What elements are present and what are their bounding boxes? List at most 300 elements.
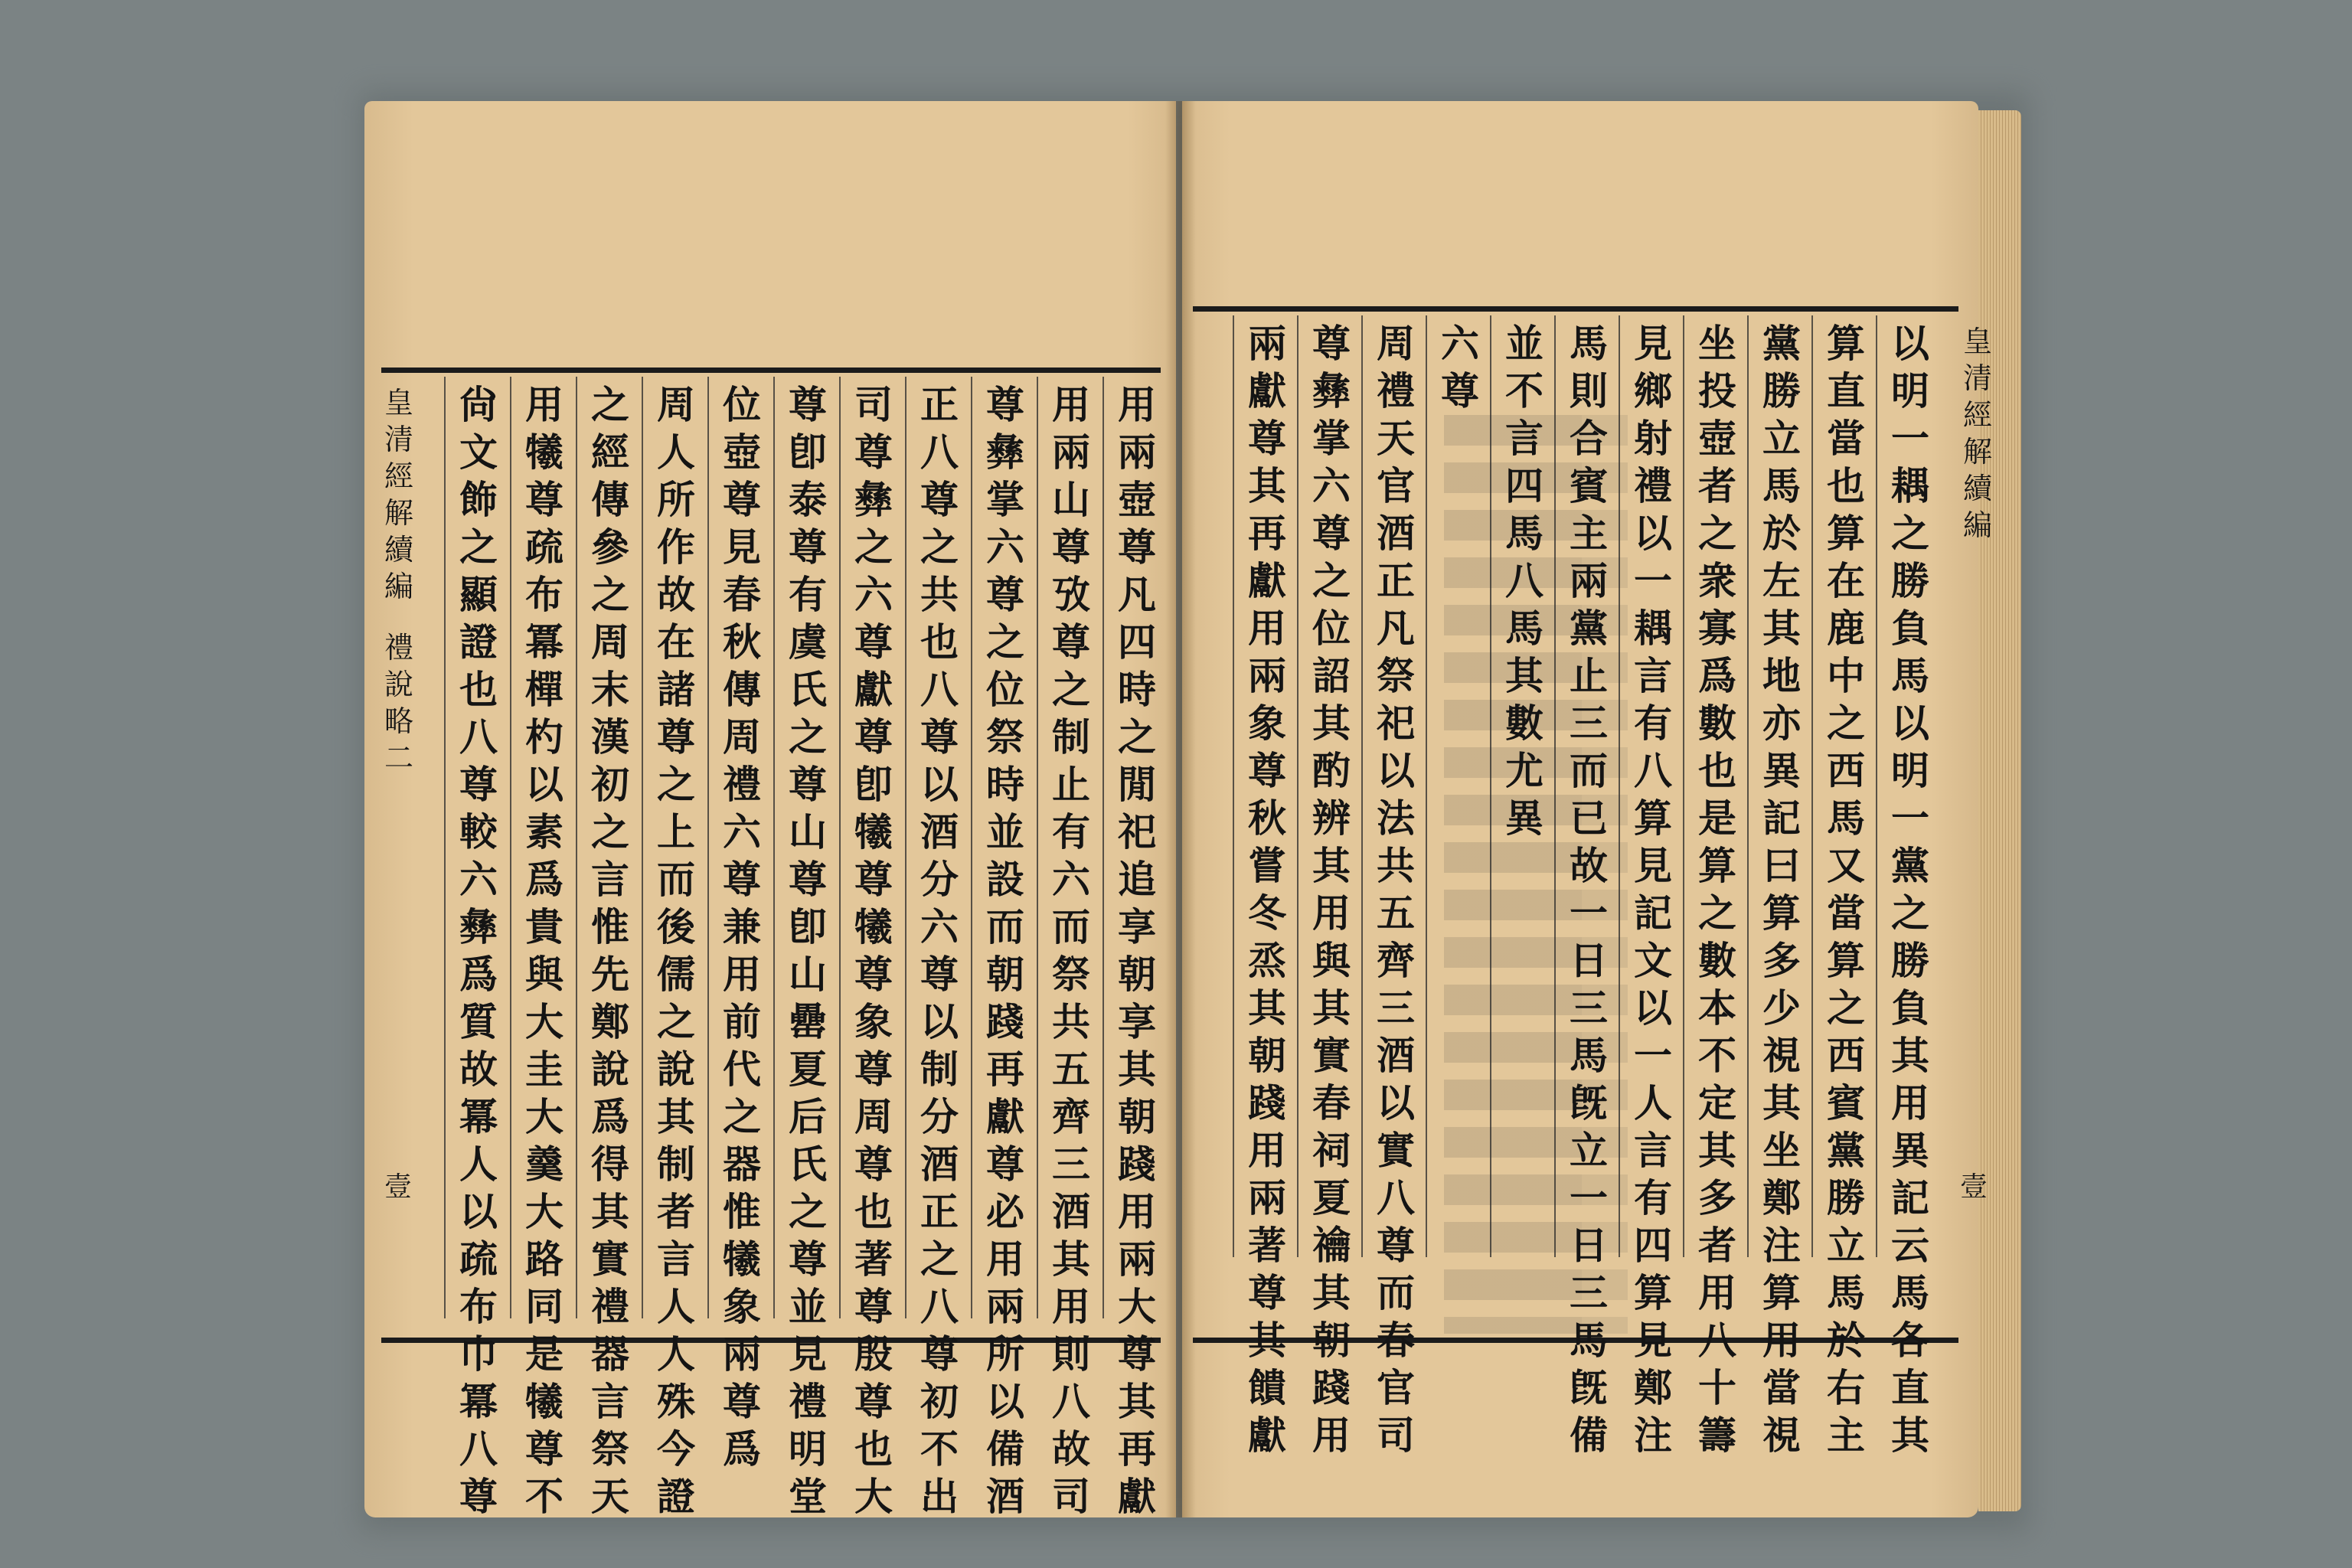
text-char: 六 bbox=[854, 572, 893, 617]
text-char: 八 bbox=[920, 667, 959, 712]
left-column-7 bbox=[720, 381, 764, 1473]
text-char: 坐 bbox=[1762, 1128, 1801, 1173]
text-char: 是 bbox=[525, 1331, 564, 1377]
text-char: 不 bbox=[525, 1474, 564, 1519]
margin-char: 皇 bbox=[1962, 325, 1992, 358]
text-char: 地 bbox=[1762, 653, 1801, 698]
text-char: 較 bbox=[459, 809, 498, 854]
column-rule bbox=[1102, 377, 1104, 1318]
text-char: 朝 bbox=[1248, 1033, 1286, 1078]
left-column-6 bbox=[786, 381, 830, 1521]
text-char: 經 bbox=[591, 430, 629, 475]
text-char: 尊 bbox=[1441, 368, 1479, 413]
text-char: 一 bbox=[1570, 890, 1608, 936]
text-char: 尊 bbox=[1052, 619, 1090, 665]
text-char: 祀 bbox=[1377, 701, 1415, 746]
text-char: 不 bbox=[1698, 1033, 1736, 1078]
text-char: 中 bbox=[1827, 653, 1865, 698]
text-char: 日 bbox=[1570, 1223, 1608, 1268]
column-rule bbox=[905, 377, 906, 1318]
text-char: 尊 bbox=[854, 1047, 893, 1092]
text-char: 司 bbox=[1377, 1413, 1415, 1458]
text-char: 酒 bbox=[1052, 1189, 1090, 1234]
text-char: 兩 bbox=[1118, 1236, 1156, 1282]
text-char: 之 bbox=[591, 382, 629, 427]
text-char: 之 bbox=[723, 1094, 761, 1139]
text-char: 分 bbox=[920, 1094, 959, 1139]
text-char: 巾 bbox=[459, 1331, 498, 1377]
text-char: 飾 bbox=[459, 477, 498, 522]
text-char: 春 bbox=[1312, 1080, 1351, 1125]
text-char: 亦 bbox=[1762, 701, 1801, 746]
text-char: 再 bbox=[1248, 511, 1286, 556]
text-char: 鄭 bbox=[1762, 1175, 1801, 1220]
text-char: 在 bbox=[657, 619, 695, 665]
text-char: 獻 bbox=[1248, 1413, 1286, 1458]
text-char: 罍 bbox=[789, 999, 827, 1044]
text-char: 踐 bbox=[986, 999, 1024, 1044]
text-char: 故 bbox=[459, 1047, 498, 1092]
text-char: 冪 bbox=[525, 619, 564, 665]
text-char: 於 bbox=[1827, 1318, 1865, 1363]
text-char: 尤 bbox=[1505, 748, 1544, 793]
text-char: 一 bbox=[1891, 795, 1929, 841]
text-char: 與 bbox=[525, 952, 564, 997]
text-char: 正 bbox=[1377, 558, 1415, 603]
text-char: 諸 bbox=[657, 667, 695, 712]
text-char: 算 bbox=[1762, 1270, 1801, 1315]
text-char: 疏 bbox=[525, 524, 564, 570]
text-char: 器 bbox=[723, 1142, 761, 1187]
text-char: 賓 bbox=[1570, 463, 1608, 508]
text-char: 八 bbox=[1505, 558, 1544, 603]
text-char: 其 bbox=[1698, 1128, 1736, 1173]
text-char: 合 bbox=[1570, 416, 1608, 461]
text-char: 之 bbox=[591, 572, 629, 617]
text-char: 一 bbox=[1634, 1033, 1672, 1078]
text-char: 傳 bbox=[723, 667, 761, 712]
text-char: 少 bbox=[1762, 985, 1801, 1031]
text-char: 當 bbox=[1762, 1365, 1801, 1410]
text-char: 記 bbox=[1634, 890, 1672, 936]
text-char: 傳 bbox=[591, 477, 629, 522]
text-char: 得 bbox=[591, 1142, 629, 1187]
text-char: 衆 bbox=[1698, 558, 1736, 603]
text-char: 齊 bbox=[1052, 1094, 1090, 1139]
text-char: 尊 bbox=[854, 1379, 893, 1424]
text-char: 備 bbox=[986, 1426, 1024, 1472]
text-char: 立 bbox=[1827, 1223, 1865, 1268]
text-char: 犧 bbox=[525, 430, 564, 475]
text-char: 時 bbox=[1118, 667, 1156, 712]
text-char: 有 bbox=[1634, 1175, 1672, 1220]
text-char: 八 bbox=[459, 1426, 498, 1472]
text-char: 之 bbox=[1312, 558, 1351, 603]
text-char: 象 bbox=[1248, 701, 1286, 746]
text-char: 卽 bbox=[789, 904, 827, 949]
text-char: 馬 bbox=[1570, 1318, 1608, 1363]
text-char: 用 bbox=[1248, 1128, 1286, 1173]
text-char: 尊 bbox=[854, 1284, 893, 1329]
text-char: 立 bbox=[1762, 416, 1801, 461]
text-char: 之 bbox=[920, 1236, 959, 1282]
text-char: 以 bbox=[1634, 985, 1672, 1031]
text-char: 辨 bbox=[1312, 795, 1351, 841]
text-char: 本 bbox=[1698, 985, 1736, 1031]
text-char: 算 bbox=[1634, 1270, 1672, 1315]
text-char: 也 bbox=[1827, 463, 1865, 508]
text-char: 祠 bbox=[1312, 1128, 1351, 1173]
text-char: 算 bbox=[1827, 321, 1865, 366]
text-char: 犧 bbox=[723, 1236, 761, 1282]
text-char: 四 bbox=[1505, 463, 1544, 508]
text-char: 初 bbox=[591, 762, 629, 807]
margin-char: 皇 bbox=[384, 386, 413, 420]
text-char: 之 bbox=[1827, 985, 1865, 1031]
text-char: 馬 bbox=[1505, 511, 1544, 556]
text-char: 定 bbox=[1698, 1080, 1736, 1125]
text-char: 尊 bbox=[459, 1474, 498, 1519]
text-char: 爲 bbox=[459, 952, 498, 997]
text-char: 大 bbox=[525, 1094, 564, 1139]
text-char: 用 bbox=[1118, 1189, 1156, 1234]
text-char: 殊 bbox=[657, 1379, 695, 1424]
text-char: 各 bbox=[1891, 1318, 1929, 1363]
text-char: 並 bbox=[789, 1284, 827, 1329]
text-char: 六 bbox=[1441, 321, 1479, 366]
text-char: 六 bbox=[920, 904, 959, 949]
text-char: 周 bbox=[657, 382, 695, 427]
text-char: 制 bbox=[1052, 714, 1090, 760]
text-char: 朝 bbox=[1118, 952, 1156, 997]
text-char: 之 bbox=[920, 524, 959, 570]
text-char: 尊 bbox=[986, 1142, 1024, 1187]
text-char: 已 bbox=[1570, 795, 1608, 841]
text-char: 三 bbox=[1052, 1142, 1090, 1187]
text-char: 五 bbox=[1377, 890, 1415, 936]
text-char: 出 bbox=[920, 1474, 959, 1519]
text-char: 馬 bbox=[1570, 321, 1608, 366]
text-char: 同 bbox=[525, 1284, 564, 1329]
text-char: 路 bbox=[525, 1236, 564, 1282]
text-char: 正 bbox=[920, 1189, 959, 1234]
text-char: 之 bbox=[854, 524, 893, 570]
text-char: 禴 bbox=[1312, 1223, 1351, 1268]
text-char: 尊 bbox=[854, 1142, 893, 1187]
text-char: 之 bbox=[1052, 667, 1090, 712]
text-char: 尊 bbox=[525, 477, 564, 522]
text-char: 壺 bbox=[1118, 477, 1156, 522]
text-char: 人 bbox=[657, 1284, 695, 1329]
text-char: 又 bbox=[1827, 843, 1865, 888]
text-char: 尊 bbox=[1118, 1331, 1156, 1377]
text-char: 春 bbox=[723, 572, 761, 617]
text-char: 追 bbox=[1118, 857, 1156, 902]
text-char: 尊 bbox=[854, 619, 893, 665]
text-char: 犧 bbox=[854, 809, 893, 854]
text-char: 尊 bbox=[723, 1379, 761, 1424]
text-char: 言 bbox=[1634, 1128, 1672, 1173]
text-char: 爲 bbox=[1698, 653, 1736, 698]
text-char: 直 bbox=[1827, 368, 1865, 413]
text-char: 也 bbox=[854, 1426, 893, 1472]
text-char: 旣 bbox=[1570, 1365, 1608, 1410]
text-char: 射 bbox=[1634, 416, 1672, 461]
text-char: 用 bbox=[723, 952, 761, 997]
text-char: 位 bbox=[986, 667, 1024, 712]
text-char: 朝 bbox=[986, 952, 1024, 997]
text-char: 其 bbox=[1248, 1318, 1286, 1363]
text-char: 人 bbox=[459, 1142, 498, 1187]
text-char: 尊 bbox=[789, 382, 827, 427]
text-char: 八 bbox=[1052, 1379, 1090, 1424]
text-char: 之 bbox=[657, 762, 695, 807]
text-char: 數 bbox=[1698, 938, 1736, 983]
text-char: 作 bbox=[657, 524, 695, 570]
text-char: 顯 bbox=[459, 572, 498, 617]
text-char: 算 bbox=[1634, 795, 1672, 841]
text-char: 人 bbox=[657, 1331, 695, 1377]
text-char: 朝 bbox=[1118, 1094, 1156, 1139]
text-char: 三 bbox=[1570, 1270, 1608, 1315]
text-char: 其 bbox=[1118, 1047, 1156, 1092]
text-char: 之 bbox=[789, 714, 827, 760]
text-char: 氏 bbox=[789, 667, 827, 712]
text-char: 以 bbox=[1891, 701, 1929, 746]
text-char: 惟 bbox=[591, 904, 629, 949]
text-char: 夏 bbox=[789, 1047, 827, 1092]
text-char: 祭 bbox=[1052, 952, 1090, 997]
text-char: 兩 bbox=[1248, 653, 1286, 698]
text-char: 其 bbox=[1248, 463, 1286, 508]
right-column-6 bbox=[1566, 320, 1611, 1459]
text-char: 貴 bbox=[525, 904, 564, 949]
text-char: 注 bbox=[1762, 1223, 1801, 1268]
text-char: 獻 bbox=[854, 667, 893, 712]
text-char: 坐 bbox=[1698, 321, 1736, 366]
text-char: 並 bbox=[986, 809, 1024, 854]
text-char: 則 bbox=[1570, 368, 1608, 413]
text-char: 泰 bbox=[789, 477, 827, 522]
margin-char: 二 bbox=[384, 741, 413, 775]
text-char: 尊 bbox=[1312, 321, 1351, 366]
text-char: 勝 bbox=[1891, 938, 1929, 983]
text-char: 馬 bbox=[1891, 1270, 1929, 1315]
text-char: 故 bbox=[1570, 843, 1608, 888]
column-rule bbox=[1297, 315, 1298, 1257]
text-char: 見 bbox=[789, 1331, 827, 1377]
text-char: 羹 bbox=[525, 1142, 564, 1187]
text-char: 山 bbox=[789, 952, 827, 997]
text-char: 司 bbox=[1052, 1474, 1090, 1519]
text-char: 兩 bbox=[1052, 430, 1090, 475]
text-char: 尊 bbox=[854, 952, 893, 997]
text-char: 尊 bbox=[986, 382, 1024, 427]
text-char: 尊 bbox=[854, 430, 893, 475]
right-page-number: 壹 bbox=[1960, 1171, 1988, 1203]
text-char: 耦 bbox=[1891, 463, 1929, 508]
text-char: 六 bbox=[1312, 463, 1351, 508]
left-column-10 bbox=[522, 381, 567, 1521]
text-char: 明 bbox=[789, 1426, 827, 1472]
text-char: 末 bbox=[591, 667, 629, 712]
text-char: 大 bbox=[525, 1189, 564, 1234]
left-column-9 bbox=[588, 381, 632, 1521]
text-char: 也 bbox=[1698, 748, 1736, 793]
column-rule bbox=[1619, 315, 1620, 1257]
column-rule bbox=[1747, 315, 1749, 1257]
margin-char: 續 bbox=[1962, 472, 1992, 505]
text-char: 用 bbox=[1118, 382, 1156, 427]
text-char: 后 bbox=[789, 1094, 827, 1139]
text-char: 杓 bbox=[525, 714, 564, 760]
left-margin-section bbox=[377, 629, 421, 776]
text-char: 烝 bbox=[1248, 938, 1286, 983]
right-column-10 bbox=[1309, 320, 1354, 1459]
text-char: 寡 bbox=[1698, 606, 1736, 651]
text-char: 以 bbox=[525, 762, 564, 807]
text-char: 直 bbox=[1891, 1365, 1929, 1410]
text-char: 兩 bbox=[723, 1331, 761, 1377]
text-char: 人 bbox=[657, 430, 695, 475]
text-char: 負 bbox=[1891, 606, 1929, 651]
text-char: 用 bbox=[1891, 1080, 1929, 1125]
column-rule bbox=[576, 377, 577, 1318]
text-char: 象 bbox=[854, 999, 893, 1044]
text-char: 異 bbox=[1762, 748, 1801, 793]
text-char: 在 bbox=[1827, 558, 1865, 603]
text-char: 司 bbox=[854, 382, 893, 427]
text-char: 記 bbox=[1891, 1175, 1929, 1220]
text-char: 山 bbox=[789, 809, 827, 854]
text-char: 之 bbox=[1698, 890, 1736, 936]
text-char: 著 bbox=[1248, 1223, 1286, 1268]
text-char: 鄉 bbox=[1634, 368, 1672, 413]
text-char: 以 bbox=[920, 762, 959, 807]
text-char: 黨 bbox=[1891, 843, 1929, 888]
column-rule bbox=[839, 377, 841, 1318]
text-char: 獻 bbox=[1248, 558, 1286, 603]
text-char: 初 bbox=[920, 1379, 959, 1424]
text-char: 曰 bbox=[1762, 843, 1801, 888]
text-char: 位 bbox=[723, 382, 761, 427]
text-char: 疏 bbox=[459, 1236, 498, 1282]
text-char: 三 bbox=[1570, 985, 1608, 1031]
text-char: 其 bbox=[1052, 1236, 1090, 1282]
text-char: 籌 bbox=[1698, 1413, 1736, 1458]
text-char: 用 bbox=[1312, 890, 1351, 936]
bleed-through-text bbox=[1444, 415, 1490, 1334]
text-char: 言 bbox=[591, 1379, 629, 1424]
text-char: 周 bbox=[591, 619, 629, 665]
text-char: 尊 bbox=[986, 572, 1024, 617]
text-char: 有 bbox=[1634, 701, 1672, 746]
text-char: 壺 bbox=[1698, 416, 1736, 461]
text-char: 算 bbox=[1827, 511, 1865, 556]
text-char: 分 bbox=[920, 857, 959, 902]
column-rule bbox=[1811, 315, 1813, 1257]
text-char: 見 bbox=[723, 524, 761, 570]
text-char: 四 bbox=[1118, 619, 1156, 665]
text-char: 與 bbox=[1312, 938, 1351, 983]
text-char: 壺 bbox=[723, 430, 761, 475]
text-char: 尙 bbox=[459, 382, 498, 427]
text-char: 兩 bbox=[1570, 558, 1608, 603]
text-char: 之 bbox=[986, 619, 1024, 665]
text-char: 用 bbox=[986, 1236, 1024, 1282]
text-char: 凡 bbox=[1377, 606, 1415, 651]
text-char: 馬 bbox=[1827, 795, 1865, 841]
text-char: 兩 bbox=[1118, 430, 1156, 475]
text-char: 並 bbox=[1505, 321, 1544, 366]
text-char: 云 bbox=[1891, 1223, 1929, 1268]
right-column-3 bbox=[1759, 320, 1804, 1459]
text-char: 卽 bbox=[854, 762, 893, 807]
text-char: 以 bbox=[1634, 511, 1672, 556]
text-char: 凡 bbox=[1118, 572, 1156, 617]
margin-char: 解 bbox=[384, 496, 413, 530]
text-char: 止 bbox=[1052, 762, 1090, 807]
text-char: 禮 bbox=[789, 1379, 827, 1424]
text-char: 上 bbox=[657, 809, 695, 854]
text-char: 人 bbox=[1634, 1080, 1672, 1125]
text-char: 三 bbox=[1570, 701, 1608, 746]
text-char: 左 bbox=[1762, 558, 1801, 603]
text-char: 旣 bbox=[1570, 1080, 1608, 1125]
text-char: 布 bbox=[525, 572, 564, 617]
text-char: 代 bbox=[723, 1047, 761, 1092]
left-column-8 bbox=[654, 381, 698, 1521]
margin-char: 編 bbox=[384, 570, 413, 603]
column-rule bbox=[773, 377, 775, 1318]
margin-char: 續 bbox=[384, 533, 413, 567]
text-char: 尊 bbox=[1248, 1270, 1286, 1315]
text-char: 文 bbox=[1634, 938, 1672, 983]
text-char: 冪 bbox=[459, 1094, 498, 1139]
text-char: 言 bbox=[657, 1236, 695, 1282]
text-char: 再 bbox=[986, 1047, 1024, 1092]
text-char: 祭 bbox=[1377, 653, 1415, 698]
text-char: 以 bbox=[920, 999, 959, 1044]
text-char: 言 bbox=[591, 857, 629, 902]
text-char: 八 bbox=[1634, 748, 1672, 793]
text-char: 十 bbox=[1698, 1365, 1736, 1410]
text-char: 有 bbox=[789, 572, 827, 617]
text-char: 大 bbox=[854, 1474, 893, 1519]
text-char: 立 bbox=[1570, 1128, 1608, 1173]
text-char: 尊 bbox=[525, 1426, 564, 1472]
text-char: 尊 bbox=[789, 762, 827, 807]
text-char: 彝 bbox=[459, 904, 498, 949]
text-char: 其 bbox=[1891, 1413, 1929, 1458]
column-rule bbox=[642, 377, 643, 1318]
left-page-number: 壹 bbox=[384, 1171, 413, 1203]
text-char: 兩 bbox=[1248, 1175, 1286, 1220]
text-char: 算 bbox=[1762, 890, 1801, 936]
text-char: 官 bbox=[1377, 1365, 1415, 1410]
text-char: 尊 bbox=[920, 714, 959, 760]
text-char: 朝 bbox=[1312, 1318, 1351, 1363]
text-char: 冬 bbox=[1248, 890, 1286, 936]
column-rule bbox=[510, 377, 511, 1318]
text-char: 共 bbox=[1052, 999, 1090, 1044]
text-char: 馬 bbox=[1570, 1033, 1608, 1078]
text-char: 其 bbox=[1248, 985, 1286, 1031]
text-char: 而 bbox=[657, 857, 695, 902]
text-char: 其 bbox=[1312, 701, 1351, 746]
text-char: 禮 bbox=[591, 1284, 629, 1329]
text-char: 六 bbox=[1052, 857, 1090, 902]
